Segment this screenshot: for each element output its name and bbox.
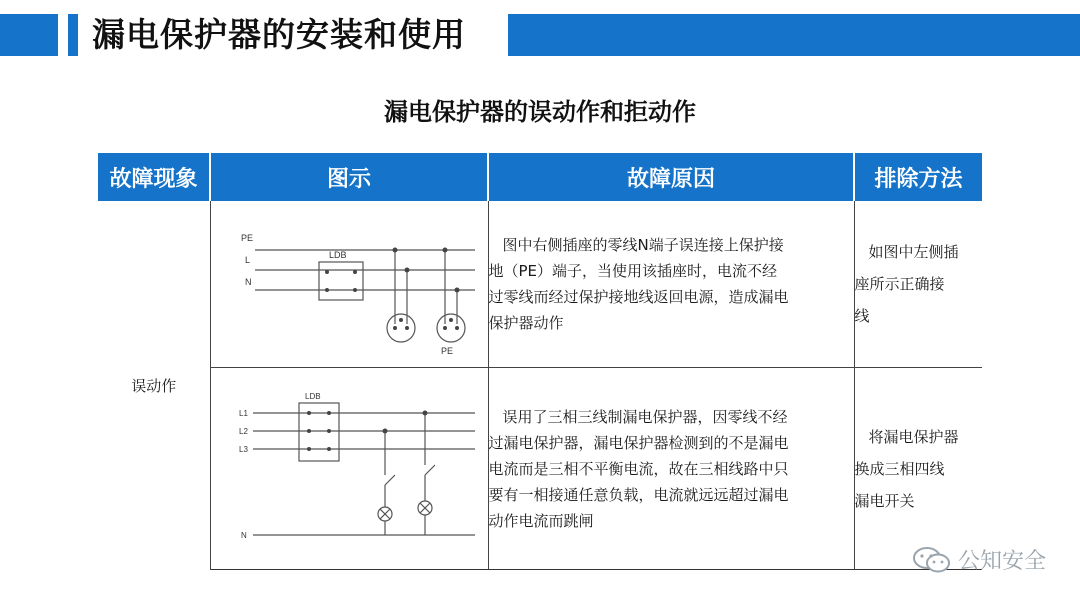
diagram-cell	[210, 368, 488, 570]
fix-line: 漏电开关	[854, 491, 915, 510]
label-l2: L2	[238, 426, 248, 436]
phenomenon-cell: 误动作	[98, 201, 210, 570]
fix-line: 座所示正确接	[854, 275, 945, 293]
header-bar-right	[508, 14, 1080, 56]
wiring-diagram-single-phase	[235, 228, 485, 356]
header-accent-bar	[68, 14, 78, 56]
cause-cell	[488, 368, 854, 570]
label-ldb: LDB	[328, 250, 347, 260]
fix-line: 换成三相四线	[854, 459, 945, 478]
header-bar-left	[0, 14, 58, 56]
diagram-cell	[210, 201, 488, 368]
fault-table	[98, 153, 982, 570]
page-title: 漏电保护器的安装和使用	[92, 15, 466, 54]
table-row	[98, 368, 982, 570]
fix-cell	[854, 201, 982, 368]
watermark	[912, 544, 1046, 575]
header-diagram: 图示	[210, 153, 488, 201]
cause-line: 地（PE）端子，当使用该插座时，电流不经	[488, 262, 778, 280]
fix-line: 线	[854, 307, 870, 325]
fix-line: 如图中左侧插	[868, 243, 959, 261]
cause-line: 图中右侧插座的零线N端子误连接上保护接	[502, 236, 784, 254]
fix-line: 将漏电保护器	[868, 427, 959, 446]
label-l1: L1	[238, 408, 248, 418]
wiring-diagram-three-phase	[235, 389, 485, 549]
cause-line: 要有一相接通任意负载，电流就远远超过漏电	[488, 485, 789, 504]
header-phenomenon: 故障现象	[98, 153, 210, 201]
table-header-row	[98, 153, 982, 201]
table-title: 漏电保护器的误动作和拒动作	[384, 98, 696, 126]
cause-line: 过漏电保护器，漏电保护器检测到的不是漏电	[488, 433, 789, 452]
cause-line: 电流而是三相不平衡电流，故在三相线路中只	[488, 459, 789, 478]
table-row	[98, 201, 982, 368]
label-pe: PE	[240, 233, 253, 243]
label-pe-socket: PE	[440, 346, 453, 356]
label-l3: L3	[238, 444, 248, 454]
cause-cell	[488, 201, 854, 368]
label-ldb: LDB	[304, 391, 321, 401]
cause-line: 动作电流而跳闸	[488, 511, 594, 530]
label-l: L	[244, 255, 250, 265]
wechat-icon	[912, 546, 952, 574]
header-cause: 故障原因	[488, 153, 854, 201]
cause-line: 误用了三相三线制漏电保护器，因零线不经	[502, 407, 788, 426]
watermark-text: 公知安全	[957, 549, 1046, 574]
cause-line: 保护器动作	[488, 314, 564, 332]
label-n: N	[240, 530, 247, 540]
header-fix: 排除方法	[854, 153, 982, 201]
label-n: N	[244, 277, 251, 287]
fix-cell	[854, 368, 982, 570]
cause-line: 过零线而经过保护接地线返回电源，造成漏电	[488, 288, 789, 306]
